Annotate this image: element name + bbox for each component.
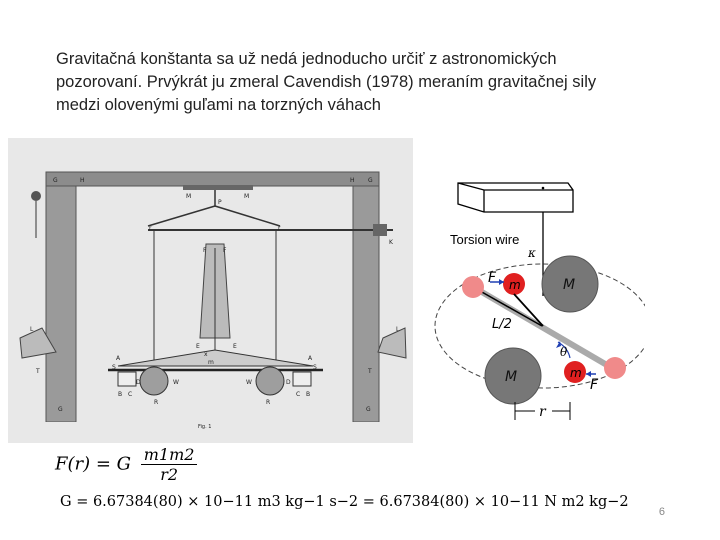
fig-letter: r — [278, 225, 281, 232]
text-line: pozorovaní. Prvýkrát ju zmeral Cavendish (1978) meraním gravitačnej sily — [56, 73, 597, 91]
text-line: medzi olovenými guľami na torzných váhach — [56, 96, 381, 114]
mass-M-label: M — [505, 369, 518, 385]
L-half-label: L/2 — [492, 317, 512, 332]
fig-letter: G — [368, 177, 373, 184]
cavendish-apparatus-figure — [8, 138, 413, 443]
fig-letter: A — [308, 355, 313, 362]
force-numerator: m1m2 — [141, 445, 198, 465]
mass-m-label: m — [509, 278, 521, 292]
fig-letter: W — [246, 379, 252, 386]
fig-letter: S — [313, 364, 317, 371]
r-label: r — [539, 404, 546, 420]
fig-letter: G — [58, 406, 63, 413]
fig-caption: Fig. 1 — [198, 424, 212, 430]
fig-letter: D — [136, 379, 141, 386]
fig-letter: L — [30, 326, 34, 333]
force-formula-lhs: F(r) = G — [55, 453, 132, 475]
fig-letter: F — [223, 247, 227, 254]
fig-letter: H — [350, 177, 355, 184]
fig-letter: R — [266, 399, 271, 406]
fig-letter: B — [118, 391, 123, 398]
slide-text — [56, 48, 676, 117]
fig-letter: D — [286, 379, 291, 386]
force-denominator: r2 — [160, 465, 179, 484]
fig-letter: B — [306, 391, 311, 398]
fig-letter: E — [233, 343, 237, 350]
fig-letter: T — [36, 368, 40, 375]
fig-letter: L — [396, 326, 400, 333]
fig-letter: A — [116, 355, 121, 362]
page-number: 6 — [658, 506, 665, 518]
kappa-label: κ — [528, 246, 536, 260]
fig-letter: m — [208, 359, 214, 366]
fig-letter: x — [204, 351, 208, 358]
fig-letter: H — [80, 177, 85, 184]
fig-letter: W — [173, 379, 179, 386]
fig-letter: M — [186, 193, 192, 200]
fig-letter: T — [368, 368, 372, 375]
fig-letter: G — [366, 406, 371, 413]
fig-letter: C — [296, 391, 301, 398]
force-F-label: F — [590, 377, 599, 393]
fig-letter: K — [389, 239, 393, 246]
torsion-wire-label: Torsion wire — [450, 232, 520, 247]
fig-letter: F — [203, 247, 207, 254]
fig-letter: C — [128, 391, 133, 398]
fig-letter: E — [196, 343, 200, 350]
fig-letter: r — [149, 225, 152, 232]
force-F-label: F — [488, 270, 497, 286]
fig-letter: M — [244, 193, 250, 200]
fig-letter: S — [112, 364, 116, 371]
force-formula — [55, 445, 197, 484]
text-line: Gravitačná konštanta sa už nedá jednoducho určiť z astronomických — [56, 50, 557, 68]
theta-label: θ — [560, 345, 568, 359]
fig-letter: P — [218, 199, 222, 206]
mass-M-label: M — [563, 277, 576, 293]
force-fraction — [141, 445, 198, 484]
gravitational-constant-formula: G = 6.67384(80) × 10−11 m3 kg−1 s−2 = 6.67384(80) × 10−11 N m2 kg−2 — [60, 494, 629, 510]
torsion-balance-figure — [430, 178, 645, 428]
fig-letter: R — [154, 399, 159, 406]
fig-letter: G — [53, 177, 58, 184]
mass-m-label: m — [570, 366, 582, 380]
